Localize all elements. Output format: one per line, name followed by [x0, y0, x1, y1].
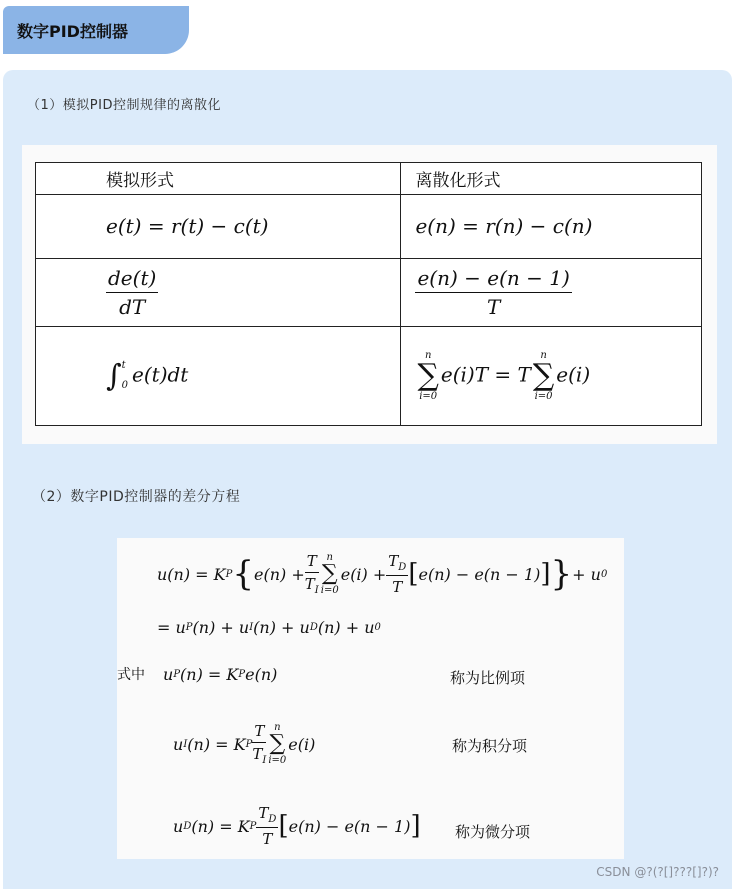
- derivative-term-equation: u D (n) = K P $\frac{T_D}{T}$ [ e(n) − e(n − 1) ]: [173, 804, 421, 848]
- page-title: 数字PID控制器: [3, 6, 189, 54]
- proportional-term-label: 称为比例项: [450, 669, 526, 687]
- cell-error-analog: e(t) = r(t) − c(t): [36, 194, 401, 258]
- section-2-label: （2）数字PID控制器的差分方程: [32, 489, 241, 505]
- discretization-table: [35, 162, 702, 426]
- cell-integral-analog: ∫ t 0 e(t)dt: [36, 327, 401, 426]
- cell-derivative-discrete: $\frac{e(n) - e(n - 1)}{T}$: [401, 258, 702, 326]
- cell-derivative-analog: $\frac{de(t)}{dT}$: [36, 258, 401, 326]
- table-header-discrete: 离散化形式: [401, 163, 702, 195]
- csdn-watermark: CSDN @?(?[]???[]?)?: [596, 865, 719, 879]
- table-row: [36, 194, 702, 258]
- table-row: [36, 327, 702, 426]
- cell-integral-discrete: n ∑ i=0 e(i)T = T n ∑ i=0 e(i): [401, 327, 702, 426]
- table-header-analog: 模拟形式: [36, 163, 401, 195]
- cell-error-discrete: e(n) = r(n) − c(n): [401, 194, 702, 258]
- derivative-term-label: 称为微分项: [455, 823, 531, 841]
- table-row: [36, 258, 702, 326]
- integral-term-label: 称为积分项: [452, 737, 528, 755]
- integral-term-equation: u I (n) = K P $\frac{T}{T_I}$ n ∑ i=0 e(i): [173, 722, 316, 766]
- discretization-table-image: [22, 145, 717, 444]
- difference-equation-image: [117, 538, 624, 859]
- proportional-term-equation: 式中 u P (n) = K P e(n): [117, 664, 278, 684]
- section-1-label: （1）模拟PID控制规律的离散化: [27, 98, 221, 113]
- pid-equation-expanded: = u P (n) + u I (n) + u D (n) + u 0: [157, 618, 381, 637]
- pid-difference-equation: u(n) = K P { e(n) + $\frac{T}{T_I}$ n ∑ i=0 e(i) + $\frac{T_D}{T}$ [ e(n) − e(n − 1) ] } + u 0: [157, 552, 608, 596]
